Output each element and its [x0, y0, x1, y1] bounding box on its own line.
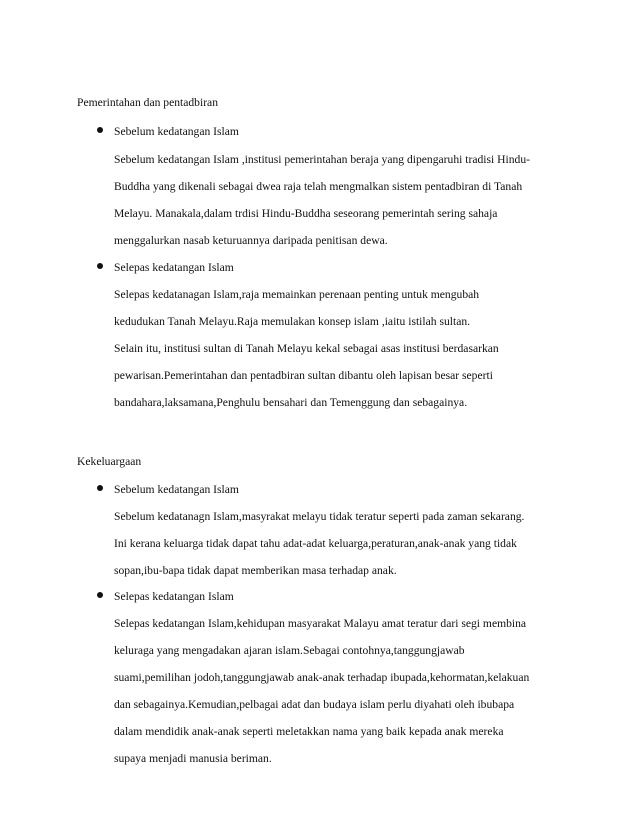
- bullet-title: Sebelum kedatangan Islam: [114, 125, 239, 138]
- bullet-item: [97, 590, 234, 603]
- paragraph-line: dalam mendidik anak-anak seperti meletakkan nama yang baik kepada anak mereka: [114, 725, 504, 738]
- bullet-item: [97, 125, 239, 138]
- paragraph-line: supaya menjadi manusia beriman.: [114, 752, 272, 765]
- paragraph-line: Sebelum kedatangan Islam ,institusi pemerintahan beraja yang dipengaruhi tradisi Hindu-: [114, 153, 530, 166]
- paragraph-line: pewarisan.Pemerintahan dan pentadbiran sultan dibantu oleh lapisan besar seperti: [114, 369, 493, 382]
- bullet-item: [97, 483, 239, 496]
- paragraph-line: kedudukan Tanah Melayu.Raja memulakan konsep islam ,iaitu istilah sultan.: [114, 315, 471, 328]
- paragraph-line: Melayu. Manakala,dalam trdisi Hindu-Buddha seseorang pemerintah sering sahaja: [114, 207, 498, 220]
- bullet-title: Selepas kedatangan Islam: [114, 261, 234, 274]
- paragraph-line: Selepas kedatanagan Islam,raja memainkan perenaan penting untuk mengubah: [114, 288, 480, 301]
- paragraph-line: suami,pemilihan jodoh,tanggungjawab anak-anak terhadap ibupada,kehormatan,kelakuan: [114, 671, 530, 684]
- bullet-title: Selepas kedatangan Islam: [114, 590, 234, 603]
- paragraph-line: Buddha yang dikenali sebagai dwea raja telah mengmalkan sistem pentadbiran di Tanah: [114, 180, 523, 193]
- bullet-dot-icon: [97, 263, 103, 269]
- section-heading-kekeluargaan: Kekeluargaan: [77, 455, 142, 468]
- bullet-item: [97, 261, 234, 274]
- paragraph-line: Selepas kedatangan Islam,kehidupan masyarakat Malayu amat teratur dari segi membina: [114, 617, 527, 630]
- paragraph-line: Sebelum kedatanagn Islam,masyrakat melayu tidak teratur seperti pada zaman sekarang.: [114, 510, 525, 523]
- paragraph-line: keluraga yang mengadakan ajaran islam.Sebagai contohnya,tanggungjawab: [114, 644, 465, 657]
- paragraph-line: dan sebagainya.Kemudian,pelbagai adat dan budaya islam perlu diyahati oleh ibubapa: [114, 698, 515, 711]
- paragraph-line: Selain itu, institusi sultan di Tanah Melayu kekal sebagai asas institusi berdasarkan: [114, 342, 499, 355]
- bullet-title: Sebelum kedatangan Islam: [114, 483, 239, 496]
- section-heading-pemerintahan: Pemerintahan dan pentadbiran: [77, 96, 219, 109]
- paragraph-line: Ini kerana keluarga tidak dapat tahu adat-adat keluarga,peraturan,anak-anak yang tidak: [114, 537, 517, 550]
- bullet-dot-icon: [97, 127, 103, 133]
- paragraph-line: menggalurkan nasab keturuannya daripada penitisan dewa.: [114, 234, 388, 247]
- paragraph-line: sopan,ibu-bapa tidak dapat memberikan masa terhadap anak.: [114, 564, 397, 577]
- paragraph-line: bandahara,laksamana,Penghulu bensahari dan Temenggung dan sebagainya.: [114, 396, 468, 409]
- bullet-dot-icon: [97, 592, 103, 598]
- bullet-dot-icon: [97, 485, 103, 491]
